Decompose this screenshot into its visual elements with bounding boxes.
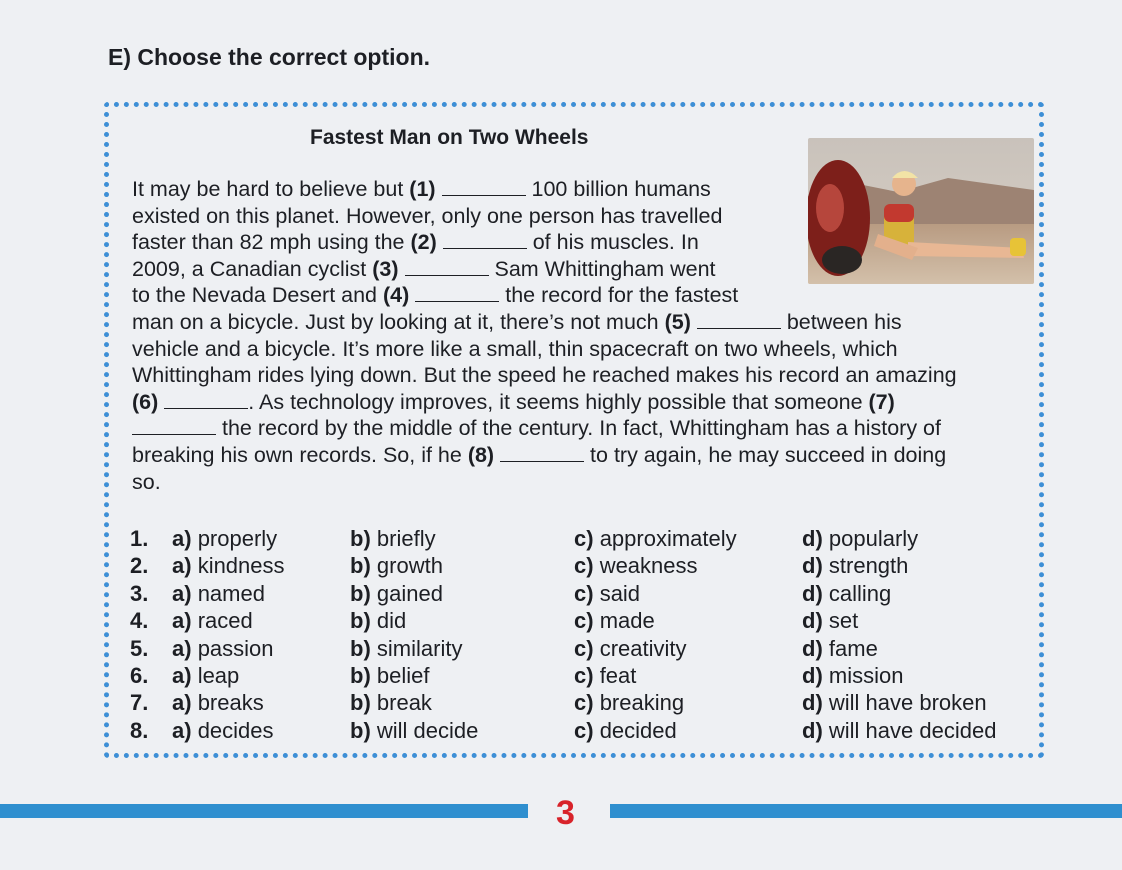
option-word: calling (828, 580, 892, 606)
option-word: said (599, 580, 641, 606)
passage-text-segment: between his (780, 309, 902, 334)
passage-title: Fastest Man on Two Wheels (310, 126, 589, 149)
option-letter: d) (802, 662, 823, 688)
passage-line (132, 389, 1022, 416)
option-c[interactable] (574, 526, 737, 552)
option-c[interactable] (574, 636, 686, 662)
passage-line (132, 203, 1022, 230)
option-a[interactable] (172, 553, 285, 579)
option-d[interactable] (802, 608, 858, 634)
option-word: properly (197, 526, 278, 551)
answer-blank[interactable] (697, 310, 781, 329)
option-letter: a) (172, 608, 192, 634)
option-letter: b) (350, 580, 371, 606)
option-letter: a) (172, 580, 192, 606)
passage-text-segment: It may be hard to believe but (132, 177, 410, 201)
option-c[interactable] (574, 553, 698, 579)
option-b[interactable] (350, 581, 443, 607)
passage-line (132, 256, 1022, 283)
option-word: set (828, 608, 859, 634)
option-a[interactable] (172, 636, 274, 662)
option-letter: a) (172, 690, 192, 716)
answer-blank[interactable] (500, 443, 584, 462)
option-letter: a) (172, 717, 192, 743)
gap-number: (4) (383, 283, 410, 308)
gap-number: (6) (132, 389, 159, 414)
option-d[interactable] (802, 526, 918, 552)
option-word: will have broken (828, 690, 987, 716)
passage-line (132, 442, 1022, 469)
answer-blank[interactable] (132, 416, 216, 435)
passage-text-segment: to try again, he may succeed in doing (584, 442, 947, 467)
option-number: 4. (130, 608, 149, 634)
option-word: named (197, 580, 265, 606)
option-row (130, 581, 1030, 608)
passage-line (132, 415, 1022, 442)
option-letter: c) (574, 662, 594, 688)
option-word: gained (376, 580, 443, 606)
option-letter: d) (802, 526, 823, 551)
passage-text-segment: existed on this planet. However, only one person has travelled (132, 203, 723, 228)
option-a[interactable] (172, 526, 277, 552)
option-row (130, 718, 1030, 745)
option-b[interactable] (350, 608, 406, 634)
footer-bar-right (610, 804, 1122, 818)
option-row (130, 553, 1030, 580)
option-c[interactable] (574, 690, 684, 716)
option-c[interactable] (574, 581, 640, 607)
option-letter: d) (802, 690, 823, 716)
option-word: raced (197, 608, 253, 634)
option-word: feat (599, 662, 637, 688)
option-letter: a) (172, 553, 192, 579)
gap-number: (7) (868, 389, 895, 414)
option-letter: a) (172, 635, 192, 661)
option-word: breaks (197, 690, 264, 716)
option-letter: c) (574, 553, 594, 579)
option-word: fame (828, 635, 878, 661)
option-word: breaking (599, 690, 685, 716)
answer-blank[interactable] (164, 390, 248, 409)
option-word: creativity (599, 635, 687, 661)
passage-line (132, 176, 1022, 203)
option-letter: a) (172, 662, 192, 688)
option-letter: c) (574, 608, 594, 634)
option-row (130, 608, 1030, 635)
option-word: will decide (376, 717, 479, 743)
option-letter: b) (350, 690, 371, 716)
option-row (130, 526, 1030, 553)
option-d[interactable] (802, 718, 996, 744)
passage-line (132, 309, 1022, 336)
gap-number: (5) (664, 309, 691, 334)
options-list (130, 526, 1030, 745)
option-b[interactable] (350, 718, 478, 744)
option-letter: b) (350, 526, 371, 551)
option-number: 1. (130, 526, 149, 551)
option-letter: d) (802, 717, 823, 743)
option-word: passion (197, 635, 274, 661)
passage-text-segment: 100 billion humans (525, 177, 711, 201)
passage-line (132, 229, 1022, 256)
passage-text-segment: to the Nevada Desert and (132, 283, 383, 308)
option-number: 5. (130, 635, 149, 661)
passage-text-segment: the record by the middle of the century. In fact, Whittingham has a history of (216, 416, 941, 441)
option-number: 8. (130, 717, 149, 743)
option-letter: c) (574, 690, 594, 716)
option-letter: d) (802, 608, 823, 634)
option-b[interactable] (350, 553, 443, 579)
option-word: break (376, 690, 432, 716)
option-letter: c) (574, 580, 594, 606)
option-number: 3. (130, 580, 149, 606)
option-letter: c) (574, 526, 594, 551)
exercise-heading: E) Choose the correct option. (108, 44, 431, 70)
option-row (130, 663, 1030, 690)
passage-line (132, 362, 1022, 389)
passage-text-segment: so. (132, 469, 161, 494)
passage-text-segment: of his muscles. In (526, 230, 699, 255)
option-word: growth (376, 553, 443, 579)
option-number: 2. (130, 553, 149, 579)
option-word: made (599, 608, 655, 634)
passage-text-segment: faster than 82 mph using the (132, 230, 411, 255)
option-letter: b) (350, 717, 371, 743)
option-d[interactable] (802, 663, 903, 689)
option-a[interactable] (172, 581, 265, 607)
passage-line (132, 469, 1022, 496)
gap-number: (2) (410, 230, 437, 255)
passage-text-segment: Whittingham rides lying down. But the speed he reached makes his record an amazing (132, 363, 957, 388)
passage-line (132, 336, 1022, 363)
option-letter: a) (172, 526, 192, 551)
passage-text-segment: the record for the fastest (499, 283, 739, 308)
option-row (130, 636, 1030, 663)
passage-text-segment: vehicle and a bicycle. It’s more like a small, thin spacecraft on two wheels, which (132, 336, 898, 361)
option-b[interactable] (350, 690, 432, 716)
option-letter: b) (350, 635, 371, 661)
passage-text-segment: 2009, a Canadian cyclist (132, 256, 373, 281)
option-letter: b) (350, 553, 371, 579)
option-word: kindness (197, 553, 285, 579)
option-c[interactable] (574, 608, 655, 634)
option-word: leap (197, 662, 240, 688)
option-letter: b) (350, 608, 371, 634)
option-letter: d) (802, 635, 823, 661)
gap-number: (3) (372, 256, 399, 281)
option-b[interactable] (350, 526, 436, 552)
option-word: approximately (599, 526, 737, 551)
footer-bar-left (0, 804, 528, 818)
answer-blank[interactable] (442, 177, 526, 196)
gap-number: (8) (467, 442, 495, 467)
option-word: similarity (376, 635, 463, 661)
option-c[interactable] (574, 718, 677, 744)
option-letter: c) (574, 717, 594, 743)
passage-text-segment: man on a bicycle. Just by looking at it, there’s not much (132, 309, 665, 334)
option-letter: d) (802, 580, 823, 606)
answer-blank[interactable] (405, 257, 489, 276)
answer-blank[interactable] (415, 283, 499, 302)
option-b[interactable] (350, 636, 462, 662)
option-d[interactable] (802, 690, 987, 716)
option-a[interactable] (172, 690, 264, 716)
option-word: weakness (599, 553, 698, 579)
option-row (130, 690, 1030, 717)
option-word: did (376, 608, 407, 634)
passage-text-segment: . As technology improves, it seems highly possible that someone (248, 389, 869, 414)
page-number: 3 (556, 794, 575, 832)
option-word: decided (599, 717, 677, 743)
option-d[interactable] (802, 553, 908, 579)
passage-text-segment: Sam Whittingham went (488, 256, 716, 281)
option-a[interactable] (172, 663, 239, 689)
option-a[interactable] (172, 718, 274, 744)
option-letter: b) (350, 662, 371, 688)
passage-text (132, 176, 1022, 495)
option-d[interactable] (802, 636, 878, 662)
passage-text-segment: breaking his own records. So, if he (132, 442, 468, 467)
passage-line (132, 282, 1022, 309)
option-c[interactable] (574, 663, 636, 689)
option-word: popularly (828, 526, 919, 551)
option-word: briefly (376, 526, 436, 551)
option-word: mission (828, 662, 904, 688)
option-word: will have decided (828, 717, 997, 743)
option-word: decides (197, 717, 274, 743)
option-letter: c) (574, 635, 594, 661)
option-a[interactable] (172, 608, 253, 634)
option-b[interactable] (350, 663, 429, 689)
option-letter: d) (802, 553, 823, 579)
option-word: strength (828, 553, 909, 579)
option-number: 7. (130, 690, 149, 716)
option-d[interactable] (802, 581, 891, 607)
option-word: belief (376, 662, 430, 688)
answer-blank[interactable] (443, 230, 527, 249)
gap-number: (1) (409, 177, 436, 201)
option-number: 6. (130, 662, 149, 688)
